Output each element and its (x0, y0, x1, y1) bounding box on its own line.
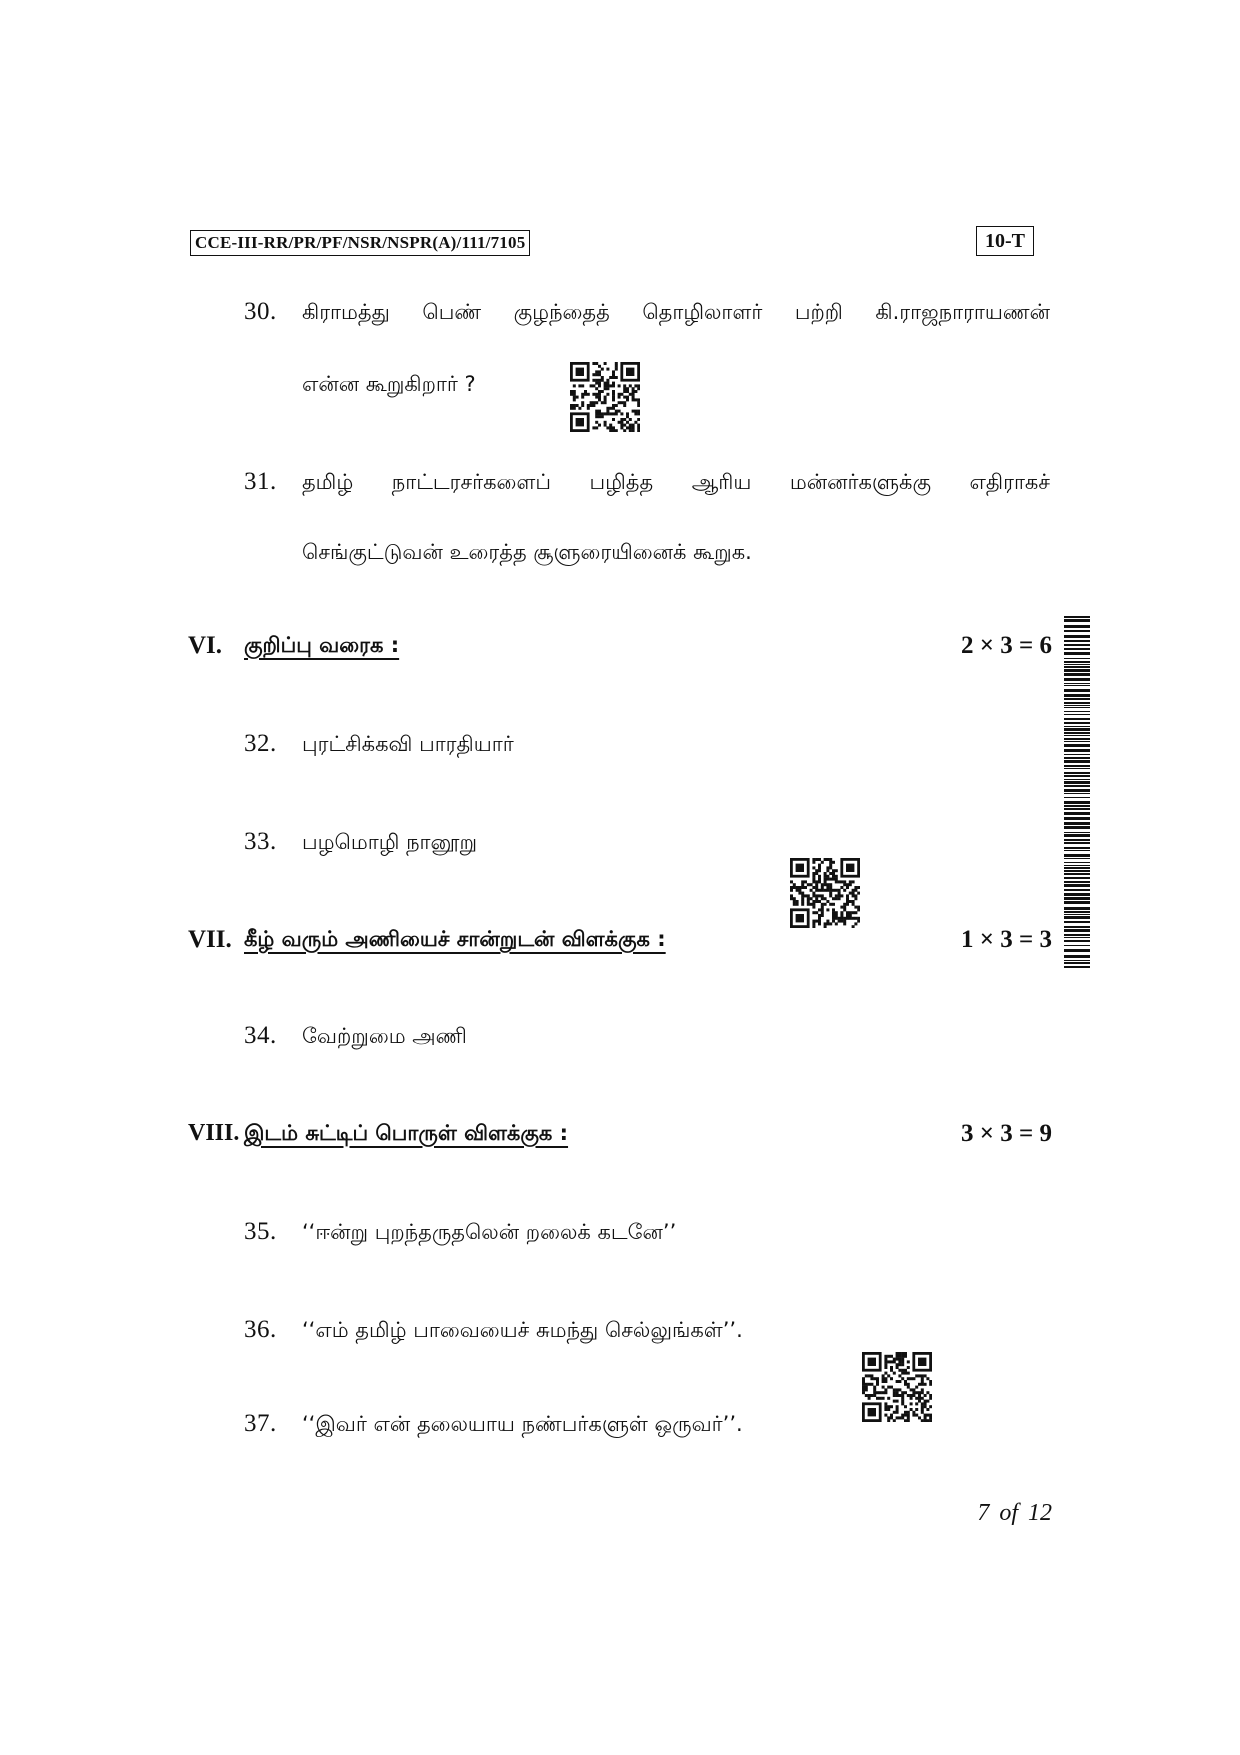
question-33-text: பழமொழி நானூறு (302, 830, 478, 854)
section-7-title: கீழ் வரும் அணியைச் சான்றுடன் விளக்குக : (244, 927, 666, 951)
question-number-36: 36. (244, 1316, 277, 1343)
paper-code: CCE-III-RR/PR/PF/NSR/NSPR(A)/111/7105 (190, 230, 530, 256)
question-number-37: 37. (244, 1410, 277, 1437)
section-8-numeral: VIII. (188, 1120, 240, 1146)
section-8-marks: 3 × 3 = 9 (961, 1120, 1052, 1147)
question-number-32: 32. (244, 730, 277, 757)
qr-code-icon (570, 362, 640, 432)
question-36-text: ‘‘எம் தமிழ் பாவையைச் சுமந்து செல்லுங்கள்’’. (302, 1318, 743, 1342)
section-7-marks: 1 × 3 = 3 (961, 926, 1052, 953)
qr-code-icon (790, 858, 860, 928)
page-number: 7 of 12 (977, 1500, 1052, 1526)
question-30-line-2: என்ன கூறுகிறார் ? (302, 372, 476, 396)
section-6-numeral: VI. (188, 632, 223, 659)
question-number-35: 35. (244, 1218, 277, 1245)
question-number-31: 31. (244, 468, 277, 495)
question-31-line-1: தமிழ் நாட்டரசர்களைப் பழித்த ஆரிய மன்னர்களுக்கு எதிராகச் (302, 470, 1050, 494)
barcode-icon (1064, 616, 1090, 968)
question-34-text: வேற்றுமை அணி (302, 1024, 467, 1048)
question-35-text: ‘‘ஈன்று புறந்தருதலென் றலைக் கடனே’’ (302, 1220, 677, 1244)
question-31-line-2: செங்குட்டுவன் உரைத்த சூளுரையினைக் கூறுக. (302, 540, 752, 564)
section-6-marks: 2 × 3 = 6 (961, 632, 1052, 659)
section-8-title: இடம் சுட்டிப் பொருள் விளக்குக : (244, 1121, 569, 1145)
question-32-text: புரட்சிக்கவி பாரதியார் (302, 732, 514, 756)
qr-code-icon (862, 1352, 932, 1422)
question-30-line-1: கிராமத்து பெண் குழந்தைத் தொழிலாளர் பற்றி கி.ராஜநாராயணன் (302, 300, 1050, 324)
section-6-title: குறிப்பு வரைக : (244, 633, 400, 657)
subject-code: 10-T (976, 226, 1034, 256)
question-number-33: 33. (244, 828, 277, 855)
question-number-34: 34. (244, 1022, 277, 1049)
question-number-30: 30. (244, 298, 277, 325)
question-37-text: ‘‘இவர் என் தலையாய நண்பர்களுள் ஒருவர்’’. (302, 1412, 743, 1436)
section-7-numeral: VII. (188, 926, 232, 953)
